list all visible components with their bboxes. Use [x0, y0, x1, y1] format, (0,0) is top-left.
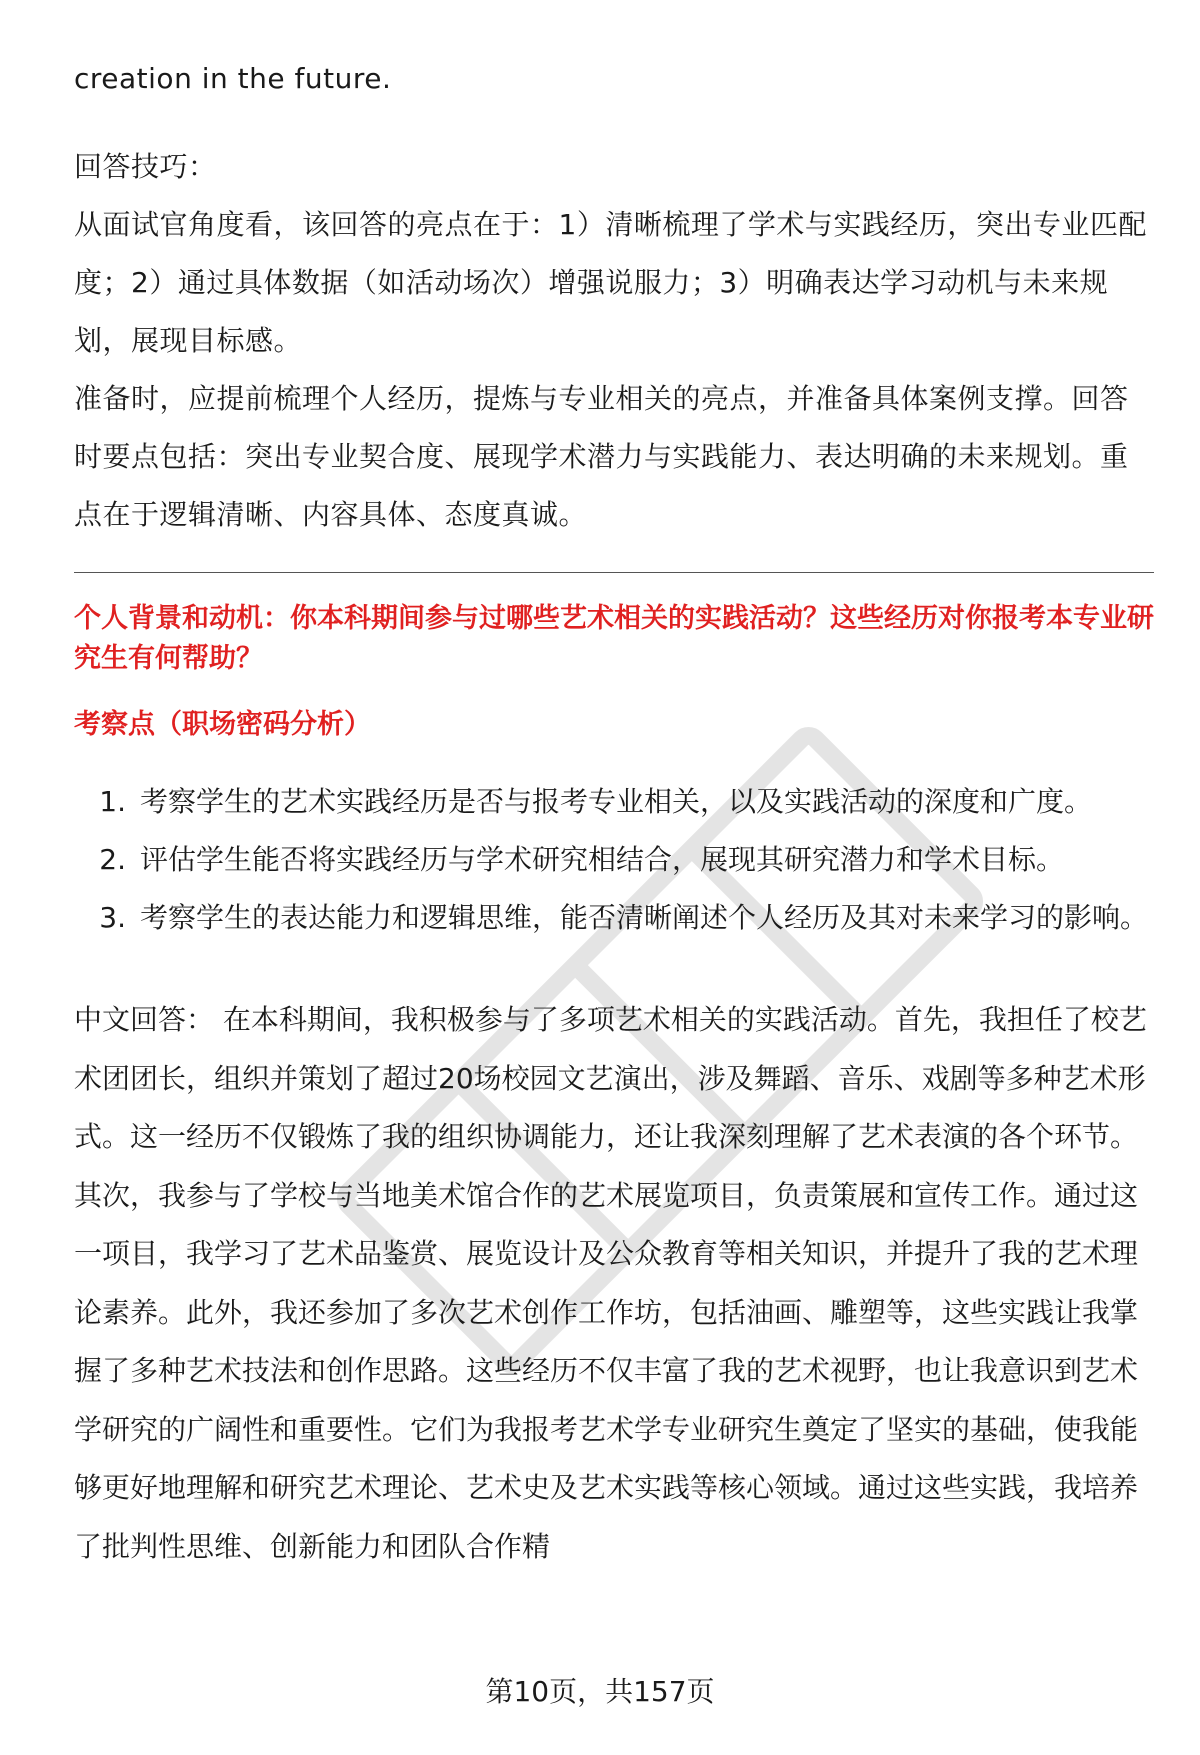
- list-item-text: 考察学生的艺术实践经历是否与报考专业相关，以及实践活动的深度和广度。: [140, 785, 1093, 818]
- document-page: [74, 50, 1154, 1576]
- section-divider: [74, 572, 1154, 573]
- tips-label: 回答技巧：: [74, 150, 217, 183]
- list-item-number: 2.: [99, 843, 126, 876]
- answer-paragraph: 中文回答： 在本科期间，我积极参与了多项艺术相关的实践活动。首先，我担任了校艺术团团长，组织并策划了超过20场校园文艺演出，涉及舞蹈、音乐、戏剧等多种艺术形式。这一经历不仅锻炼了我的组织协调能力，还让我深刻理解了艺术表演的各个环节。其次，我参与了学校与当地美术馆合作的艺术展览项目，负责策展和宣传工作。通过这一项目，我学习了艺术品鉴赏、展览设计及公众教育等相关知识，并提升了我的艺术理论素养。此外，我还参加了多次艺术创作工作坊，包括油画、雕塑等，这些实践让我掌握了多种艺术技法和创作思路。这些经历不仅丰富了我的艺术视野，也让我意识到艺术学研究的广阔性和重要性。它们为我报考艺术学专业研究生奠定了坚实的基础，使我能够更好地理解和研究艺术理论、艺术史及艺术实践等核心领域。通过这些实践，我培养了批判性思维、创新能力和团队合作精: [74, 1003, 1147, 1563]
- list-item: [74, 773, 1154, 831]
- list-item: [74, 889, 1154, 947]
- assessment-heading: 考察点（职场密码分析）: [74, 709, 371, 740]
- page-number: 第10页，共157页: [485, 1675, 715, 1708]
- list-item-number: 3.: [99, 901, 126, 934]
- list-item-number: 1.: [99, 785, 126, 818]
- list-item: [74, 831, 1154, 889]
- tips-paragraph-2: 准备时，应提前梳理个人经历，提炼与专业相关的亮点，并准备具体案例支撑。回答时要点包括：突出专业契合度、展现学术潜力与实践能力、表达明确的未来规划。重点在于逻辑清晰、内容具体、态度真诚。: [74, 382, 1129, 531]
- assessment-list: [74, 773, 1154, 947]
- question-heading: 个人背景和动机：你本科期间参与过哪些艺术相关的实践活动？这些经历对你报考本专业研究生有何帮助？: [74, 603, 1154, 674]
- list-item-text: 评估学生能否将实践经历与学术研究相结合，展现其研究潜力和学术目标。: [140, 843, 1065, 876]
- tips-paragraph-1: 从面试官角度看，该回答的亮点在于：1）清晰梳理了学术与实践经历，突出专业匹配度；2）通过具体数据（如活动场次）增强说服力；3）明确表达学习动机与未来规划，展现目标感。: [74, 208, 1147, 357]
- list-item-text: 考察学生的表达能力和逻辑思维，能否清晰阐述个人经历及其对未来学习的影响。: [140, 901, 1149, 934]
- continuation-text: creation in the future.: [74, 62, 392, 95]
